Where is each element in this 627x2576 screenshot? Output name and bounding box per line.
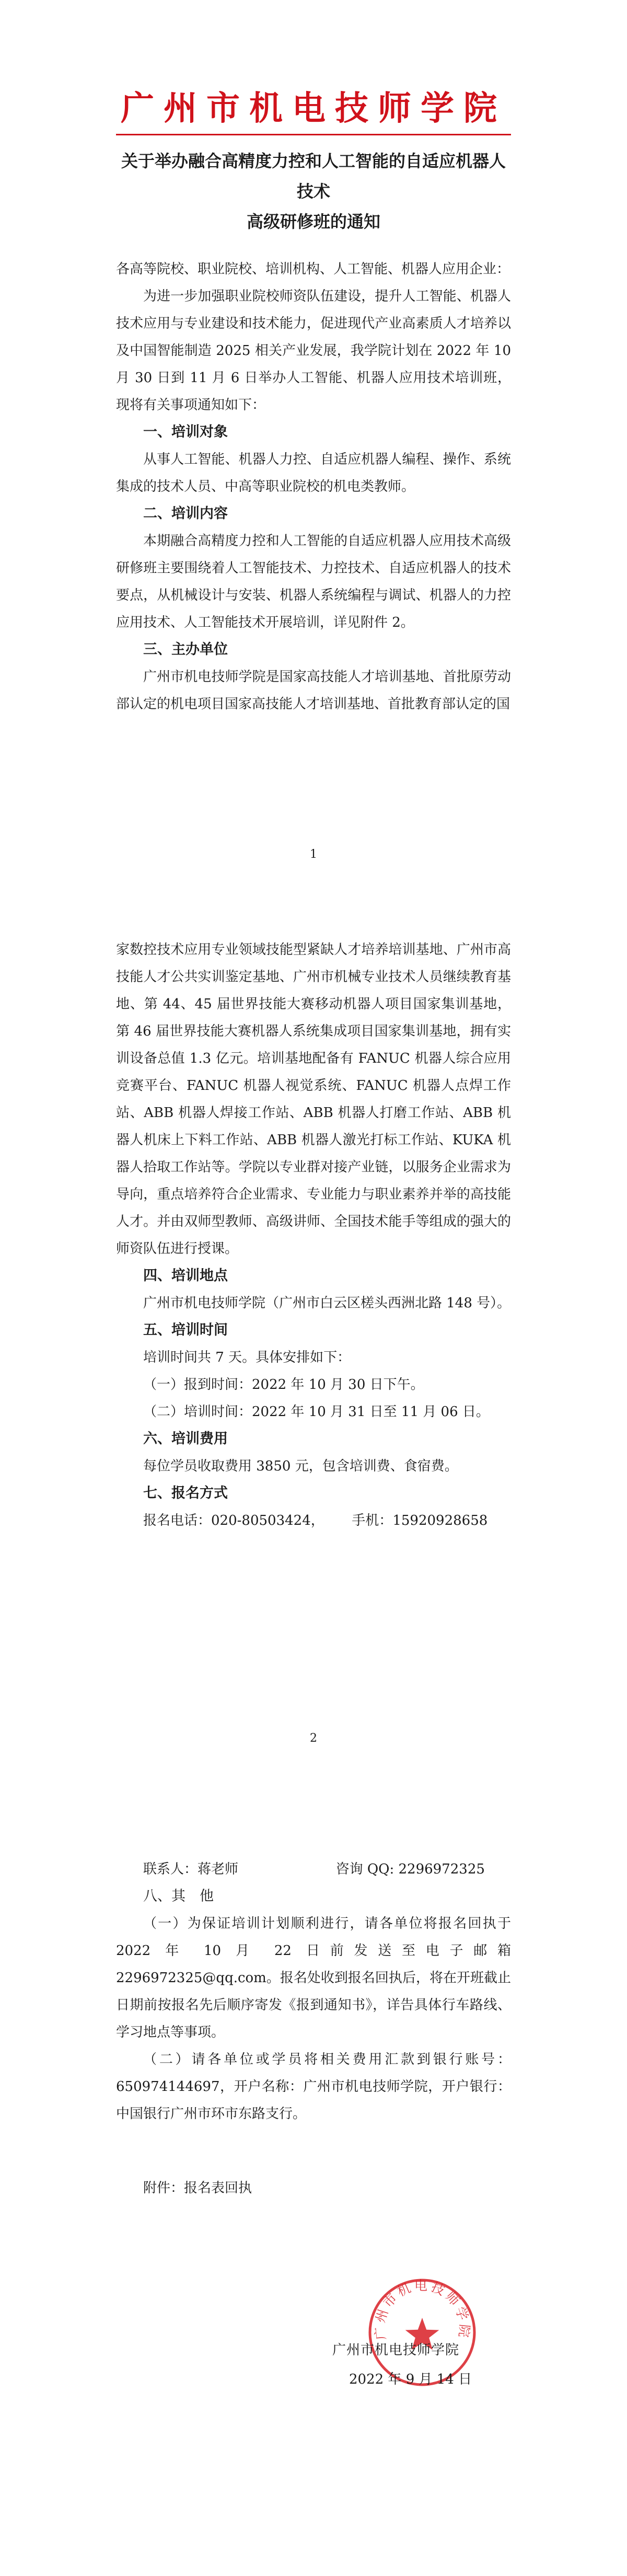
qq-label: 咨询 QQ: [335,1861,394,1877]
contact-name: 蒋老师 [198,1861,239,1877]
schedule-check-in: （一）报到时间：2022 年 10 月 30 日下午。 [143,1377,424,1393]
signature-organization: 广州市机电技师学院 [332,2342,460,2358]
section-body-content: 本期融合高精度力控和人工智能的自适应机器人应用技术高级研修班主要围绕着人工智能技术、力控技术、自适应机器人的技术要点，从机械设计与安装、机器人系统编程与调试、机器人的力控应用技术、人工智能技术开展培训，详见附件 2。 [116,533,511,630]
section-heading-organizer: 三、主办单位 [143,641,228,658]
page-number-2: 2 [310,1732,317,1745]
signature-date: 2022 年 9 月 14 日 [349,2372,472,2387]
section-heading-other: 八、其 他 [143,1888,214,1904]
section-heading-location: 四、培训地点 [143,1268,228,1284]
section-body-location: 广州市机电技师学院（广州市白云区槎头西洲北路 148 号）。 [143,1295,511,1311]
contact-person-line [116,1856,511,1883]
other-item-1: （一）为保证培训计划顺利进行，请各单位将报名回执于 2022 年 10 月 22 日前发送至电子邮箱 2296972325@qq.com。报名处收到报名回执后，将在开班截止日期前按报名先后顺序寄发《报到通知书》，详告具体行车路线、学习地点等事项。 [116,1916,511,2040]
registration-contacts [116,1507,511,1534]
attachment-line: 附件：报名表回执 [143,2180,252,2196]
page-number-1: 1 [310,848,317,861]
section-heading-schedule: 五、培训时间 [143,1322,228,1338]
document-title [116,146,511,237]
section-heading-registration: 七、报名方式 [143,1485,228,1501]
signature-block [116,2280,511,2416]
salutation: 各高等院校、职业院校、培训机构、人工智能、机器人应用企业： [116,261,510,277]
section-body-fees: 每位学员收取费用 3850 元，包含培训费、食宿费。 [143,1458,458,1474]
section-heading-content: 二、培训内容 [143,505,228,522]
document-title-line-2: 高级研修班的通知 [246,212,380,232]
section-body-organizer-part-2: 家数控技术应用专业领域技能型紧缺人才培养培训基地、广州市高技能人才公共实训鉴定基地、广州市机械专业技术人员继续教育基地、第 44、45 届世界技能大赛移动机器人项目国家集训基地，第 46 届世界技能大赛机器人系统集成项目国家集训基地，拥有实训设备总值 1.3 亿元。培训基地配备有 FANUC 机器人综合应用竞赛平台、FANUC 机器人视觉系统、FANUC 机器人点焊工作站、ABB 机器人焊接工作站、ABB 机器人打磨工作站、ABB 机器人机床上下料工作站、ABB 机器人激光打标工作站、KUKA 机器人拾取工作站等。学院以专业群对接产业链，以服务企业需求为导向，重点培养符合企业需求、专业能力与职业素养并举的高技能人才。并由双师型教师、高级讲师、全国技术能手等组成的强大的师资队伍进行授课。 [116,942,511,1257]
intro-paragraph: 为进一步加强职业院校师资队伍建设，提升人工智能、机器人技术应用与专业建设和技术能力，促进现代产业高素质人才培养以及中国智能制造 2025 相关产业发展，我学院计划在 2022 年 10 月 30 日到 11 月 6 日举办人工智能、机器人应用技术培训班，现将有关事项通知如下： [116,289,511,413]
section-heading-trainees: 一、培训对象 [143,424,228,440]
schedule-summary: 培训时间共 7 天。具体安排如下： [143,1350,351,1365]
seal-text: 广州市机电技师学院 [371,2278,473,2341]
document-title-line-1: 关于举办融合高精度力控和人工智能的自适应机器人技术 [121,151,506,201]
registration-phone-label: 报名电话： [143,1513,212,1528]
section-body-organizer-part-1: 广州市机电技师学院是国家高技能人才培训基地、首批原劳动部认定的机电项目国家高技能人才培训基地、首批教育部认定的国 [116,669,511,712]
registration-mobile-label: 手机： [352,1513,393,1528]
section-body-trainees: 从事人工智能、机器人力控、自适应机器人编程、操作、系统集成的技术人员、中高等职业院校的机电类教师。 [116,452,511,494]
other-item-2: （二）请各单位或学员将相关费用汇款到银行账号：650974144697，开户名称：广州市机电技师学院，开户银行：中国银行广州市环市东路支行。 [116,2052,511,2122]
registration-mobile: 15920928658 [392,1513,488,1528]
page-3 [0,1813,627,2576]
header-red-rule [116,134,511,135]
contact-label: 联系人： [143,1861,198,1877]
qq-value: 2296972325 [398,1861,485,1877]
registration-phone: 020-80503424， [211,1513,324,1528]
page-2 [0,902,627,1813]
org-header-title: 广州市机电技师学院 [121,89,506,128]
schedule-training-dates: （二）培训时间：2022 年 10 月 31 日至 11 月 06 日。 [143,1404,490,1420]
page-1 [0,0,627,902]
section-heading-fees: 六、培训费用 [143,1431,228,1447]
